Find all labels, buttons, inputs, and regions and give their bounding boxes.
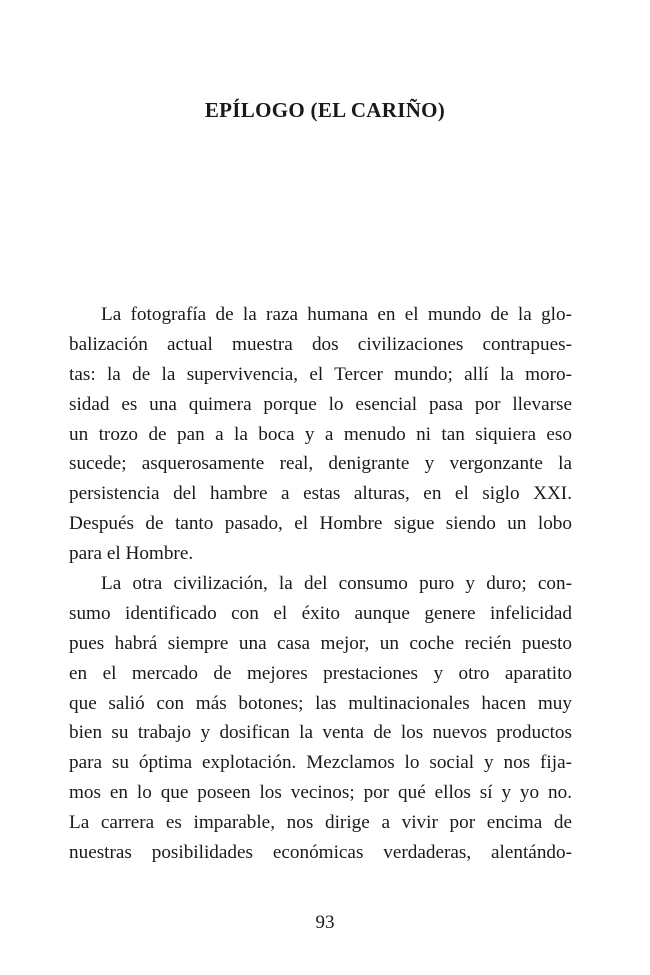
page-title: EPÍLOGO (EL CARIÑO): [204, 98, 446, 122]
text-line: La otra civilización, la del consumo puro y duro; con-: [101, 573, 572, 595]
text-line: un trozo de pan a la boca y a menudo ni tan siquiera eso: [69, 423, 572, 445]
body-text: [69, 300, 572, 868]
text-line: para su óptima explotación. Mezclamos lo social y nos fija-: [69, 752, 572, 774]
text-line: sidad es una quimera porque lo esencial pasa por llevarse: [69, 393, 572, 415]
text-line: balización actual muestra dos civilizaciones contrapues-: [69, 333, 572, 355]
text-line: bien su trabajo y dosifican la venta de los nuevos productos: [69, 722, 572, 744]
page-number: 93: [315, 912, 335, 933]
text-line: persistencia del hambre a estas alturas, en el siglo XXI.: [69, 483, 572, 505]
text-line: que salió con más botones; las multinacionales hacen muy: [69, 692, 572, 714]
text-line: pues habrá siempre una casa mejor, un coche recién puesto: [69, 632, 572, 654]
text-line: tas: la de la supervivencia, el Tercer mundo; allí la moro-: [69, 363, 572, 385]
text-line: mos en lo que poseen los vecinos; por qué ellos sí y yo no.: [69, 782, 572, 804]
text-line: en el mercado de mejores prestaciones y otro aparatito: [69, 662, 572, 684]
text-line: La fotografía de la raza humana en el mundo de la glo-: [101, 304, 572, 325]
text-line: Después de tanto pasado, el Hombre sigue siendo un lobo: [69, 513, 572, 535]
text-line: para el Hombre.: [69, 543, 194, 565]
text-line: La carrera es imparable, nos dirige a vivir por encima de: [69, 812, 572, 834]
text-line: sucede; asquerosamente real, denigrante y vergonzante la: [69, 453, 572, 475]
text-line: sumo identificado con el éxito aunque genere infelicidad: [69, 602, 572, 624]
text-line: nuestras posibilidades económicas verdaderas, alentándo-: [69, 842, 572, 864]
